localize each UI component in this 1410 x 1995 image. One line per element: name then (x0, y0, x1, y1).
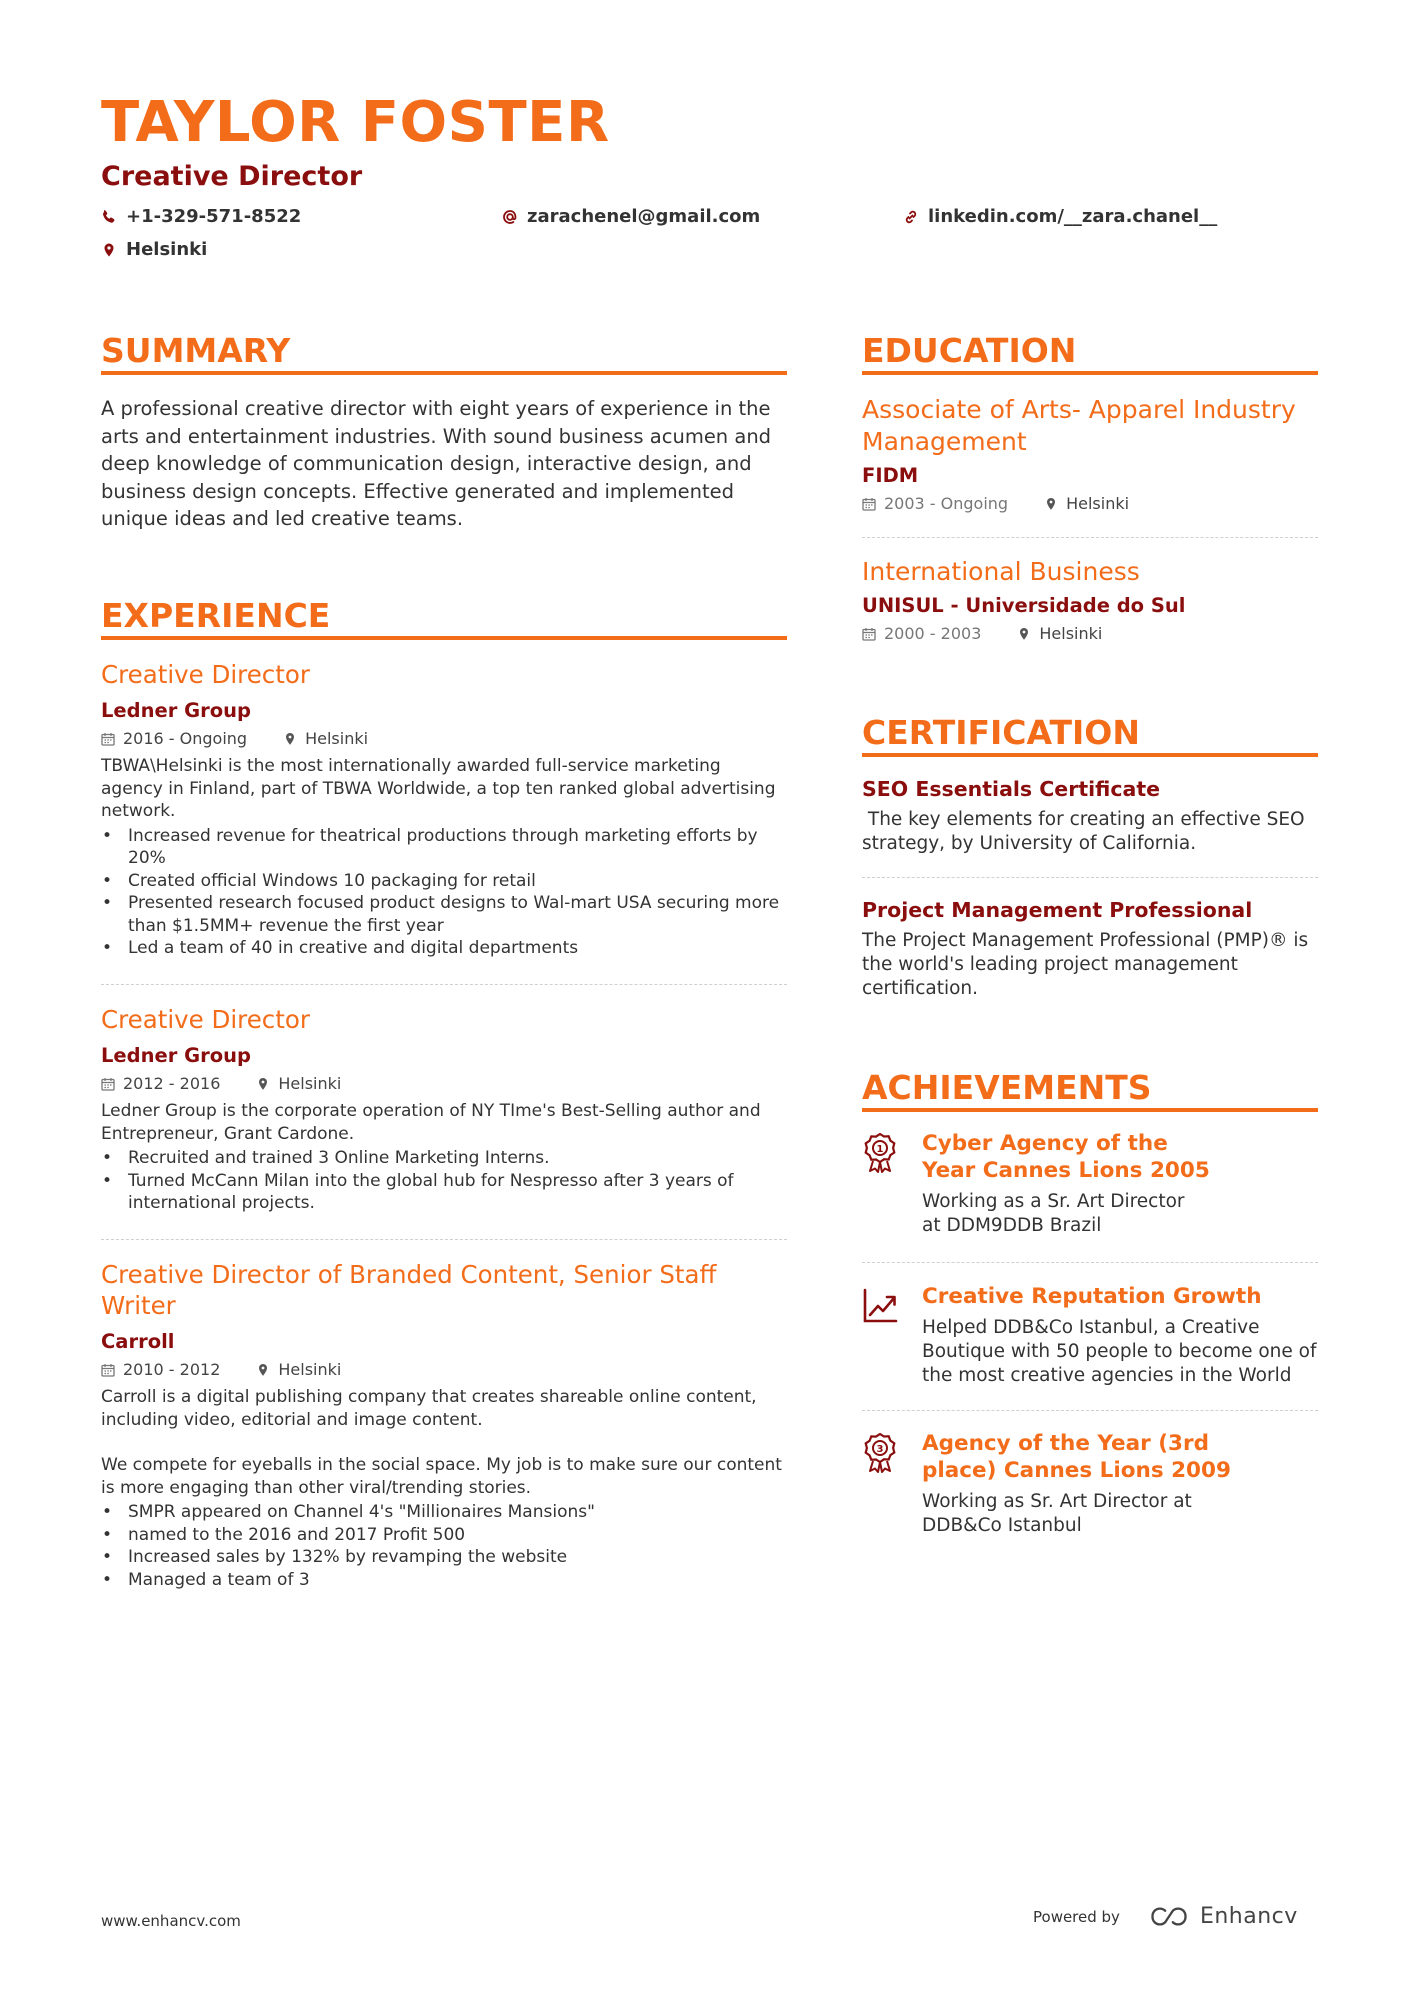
candidate-name: TAYLOR FOSTER (101, 90, 610, 155)
job-meta (101, 729, 787, 749)
certification-entry (862, 897, 1318, 1001)
edu-location: Helsinki (1039, 624, 1103, 643)
calendar-icon (101, 732, 115, 746)
calendar-icon (101, 1077, 115, 1091)
entry-divider (101, 1239, 787, 1240)
location-text: Helsinki (126, 239, 208, 260)
job-title: Creative Director (101, 1005, 310, 1034)
entry-divider (862, 537, 1318, 538)
calendar-icon (862, 497, 876, 511)
job-meta (101, 1074, 787, 1094)
list-item: • Increased revenue for theatrical productions through marketing efforts by 20% (101, 825, 787, 870)
location-pin-icon (256, 1077, 270, 1091)
achievement-description: Helped DDB&Co Istanbul, a Creative Boutique with 50 people to become one of the most creative agencies in the World (922, 1317, 1317, 1386)
phone-text: +1-329-571-8522 (126, 206, 302, 227)
cert-description: The Project Management Professional (PMP)® is the world's leading project management certification. (862, 930, 1309, 999)
entry-divider (101, 984, 787, 985)
edu-degree: International Business (862, 557, 1140, 586)
certification-entry (862, 776, 1318, 856)
achievement-title: Creative Reputation Growth (922, 1284, 1262, 1309)
achievements-divider (862, 1108, 1318, 1112)
job-company: Ledner Group (101, 1044, 251, 1067)
list-item: • Led a team of 40 in creative and digital departments (101, 937, 787, 960)
link-icon (903, 209, 919, 225)
list-item: • Increased sales by 132% by revamping the website (101, 1546, 787, 1569)
footer-branding (1033, 1904, 1298, 1929)
job-company: Ledner Group (101, 699, 251, 722)
list-item: • Presented research focused product designs to Wal-mart USA securing more than $1.5MM+ revenue the first year (101, 892, 787, 937)
location-pin-icon (1044, 497, 1058, 511)
education-divider (862, 371, 1318, 375)
location-pin-icon (1017, 627, 1031, 641)
entry-divider (862, 1262, 1318, 1263)
edu-dates: 2000 - 2003 (884, 624, 982, 643)
list-item: • SMPR appeared on Channel 4's "Millionaires Mansions" (101, 1501, 787, 1524)
education-entry (862, 556, 1318, 644)
experience-divider (101, 636, 787, 640)
calendar-icon (101, 1363, 115, 1377)
job-title: Creative Director of Branded Content, Senior Staff Writer (101, 1260, 717, 1320)
education-heading: EDUCATION (862, 331, 1077, 370)
cert-title: SEO Essentials Certificate (862, 777, 1161, 801)
achievement-title: Cyber Agency of the Year Cannes Lions 2005 (922, 1131, 1210, 1183)
footer-website[interactable]: www.enhancv.com (101, 1912, 241, 1930)
edu-school: FIDM (862, 464, 919, 487)
job-title: Creative Director (101, 660, 310, 689)
list-item: • Created official Windows 10 packaging for retail (101, 870, 787, 893)
entry-divider (862, 877, 1318, 878)
job-location: Helsinki (278, 1360, 342, 1379)
job-meta (101, 1360, 787, 1380)
certification-heading: CERTIFICATION (862, 713, 1140, 752)
achievement-title: Agency of the Year (3rd place) Cannes Lions 2009 (922, 1431, 1231, 1483)
experience-entry (101, 1004, 787, 1215)
education-entry (862, 394, 1318, 514)
powered-by-text: Powered by (1033, 1907, 1120, 1926)
award-ribbon-icon (862, 1130, 906, 1238)
entry-divider (862, 1410, 1318, 1411)
summary-divider (101, 371, 787, 375)
job-dates: 2010 - 2012 (123, 1360, 221, 1379)
cert-title: Project Management Professional (862, 898, 1253, 922)
contact-email[interactable] (502, 206, 760, 227)
job-bullets (101, 1147, 787, 1215)
achievement-entry (862, 1283, 1318, 1388)
job-dates: 2012 - 2016 (123, 1074, 221, 1093)
edu-meta (862, 624, 1318, 644)
achievement-entry (862, 1430, 1318, 1538)
email-text: zarachenel@gmail.com (527, 206, 761, 227)
job-location: Helsinki (305, 729, 369, 748)
job-description: TBWA\Helsinki is the most internationally awarded full-service marketing agency in Finland, part of TBWA Worldwide, a top ten ranked global advertising network. (101, 756, 776, 821)
summary-text: A professional creative director with eight years of experience in the arts and entertainment industries. With sound business acumen and deep knowledge of communication design, interactive design, and business design concepts. Effective generated and implemented unique ideas and led creative teams. (101, 397, 772, 530)
experience-entry (101, 1259, 787, 1591)
edu-location: Helsinki (1066, 494, 1130, 513)
phone-icon (101, 209, 117, 225)
edu-meta (862, 494, 1318, 514)
edu-dates: 2003 - Ongoing (884, 494, 1009, 513)
achievement-entry (862, 1130, 1318, 1238)
job-bullets (101, 825, 787, 960)
experience-heading: EXPERIENCE (101, 596, 331, 635)
at-sign-icon (502, 209, 518, 225)
contact-phone[interactable] (101, 206, 301, 227)
cert-description: The key elements for creating an effective SEO strategy, by University of California. (862, 809, 1311, 854)
linkedin-text: linkedin.com/__zara.chanel__ (928, 206, 1218, 227)
enhancv-logo[interactable] (1146, 1904, 1298, 1929)
contact-location (101, 239, 207, 260)
achievement-description: Working as Sr. Art Director at DDB&Co Istanbul (922, 1491, 1192, 1536)
experience-entry (101, 659, 787, 960)
summary-heading: SUMMARY (101, 331, 291, 370)
job-dates: 2016 - Ongoing (123, 729, 248, 748)
location-pin-icon (283, 732, 297, 746)
list-item: • Recruited and trained 3 Online Marketing Interns. (101, 1147, 787, 1170)
job-company: Carroll (101, 1330, 175, 1353)
svg-text:1: 1 (876, 1144, 884, 1155)
certification-divider (862, 753, 1318, 757)
job-description-2: We compete for eyeballs in the social space. My job is to make sure our content is more engaging than other viral/trending stories. (101, 1455, 782, 1498)
job-bullets (101, 1501, 787, 1591)
job-location: Helsinki (278, 1074, 342, 1093)
achievement-description: Working as a Sr. Art Director at DDM9DDB Brazil (922, 1191, 1185, 1236)
job-description: Carroll is a digital publishing company that creates shareable online content, including video, editorial and image content. (101, 1387, 757, 1430)
location-pin-icon (101, 242, 117, 258)
growth-chart-icon (862, 1283, 906, 1388)
job-description: Ledner Group is the corporate operation of NY TIme's Best-Selling author and Entrepreneur, Grant Cardone. (101, 1101, 761, 1144)
list-item: • Managed a team of 3 (101, 1569, 787, 1592)
svg-text:3: 3 (876, 1444, 884, 1455)
edu-degree: Associate of Arts- Apparel Industry Management (862, 395, 1296, 456)
brand-name: Enhancv (1199, 1904, 1298, 1929)
achievements-heading: ACHIEVEMENTS (862, 1068, 1152, 1107)
list-item: • named to the 2016 and 2017 Profit 500 (101, 1524, 787, 1547)
enhancv-logo-icon (1146, 1905, 1192, 1928)
list-item: • Turned McCann Milan into the global hub for Nespresso after 3 years of international projects. (101, 1170, 787, 1215)
edu-school: UNISUL - Universidade do Sul (862, 594, 1186, 617)
calendar-icon (862, 627, 876, 641)
contact-linkedin[interactable] (903, 206, 1217, 227)
award-ribbon-icon (862, 1430, 906, 1538)
location-pin-icon (256, 1363, 270, 1377)
candidate-role: Creative Director (101, 161, 363, 192)
